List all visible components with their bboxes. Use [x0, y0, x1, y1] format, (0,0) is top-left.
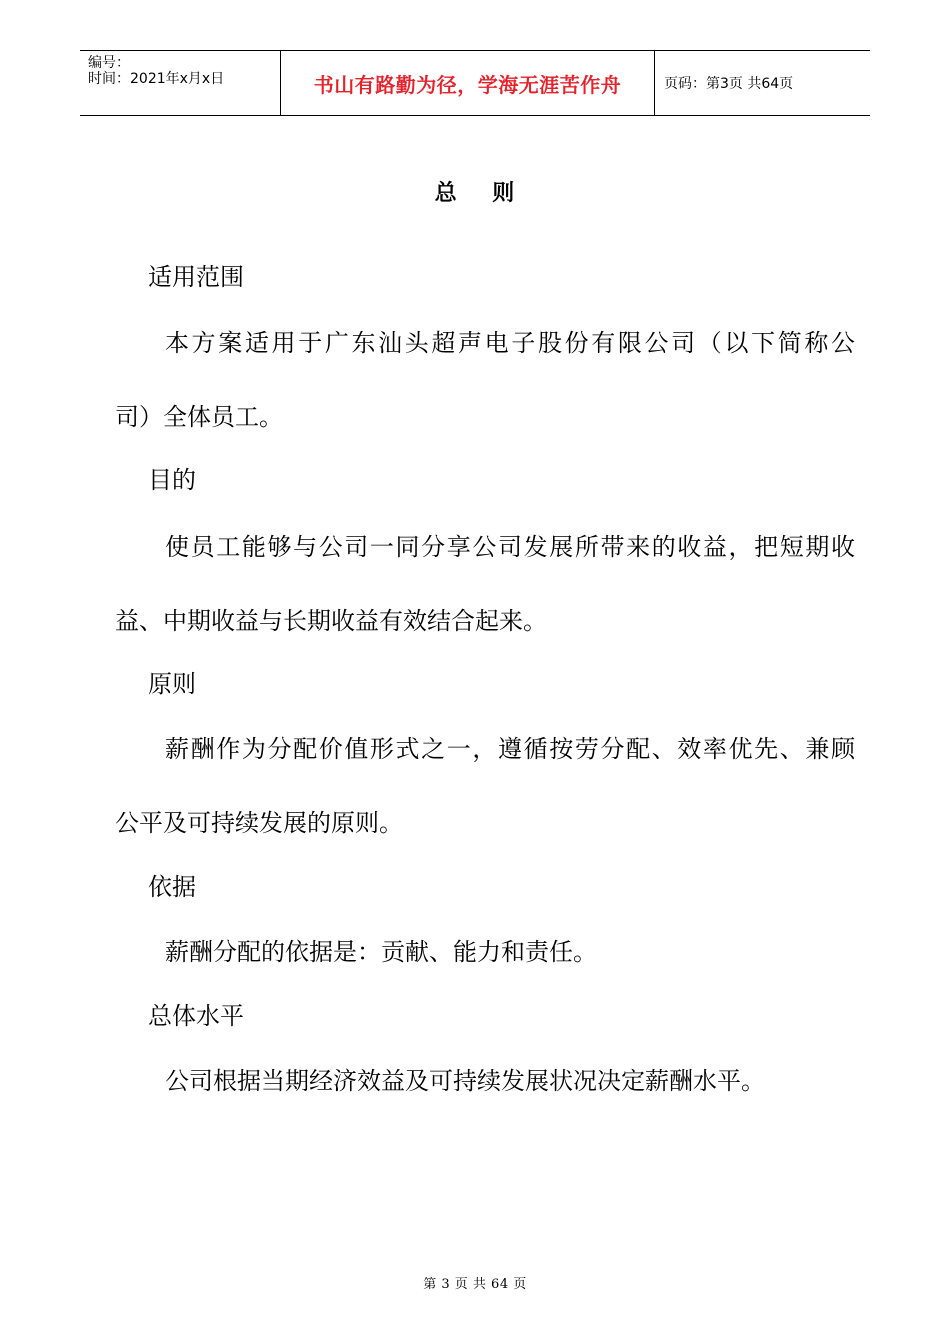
- page-footer: 第 3 页 共 64 页: [423, 1277, 527, 1292]
- paragraph-principle-line-2: 公平及可持续发展的原则。: [115, 809, 403, 837]
- section-heading-scope: 适用范围: [148, 263, 244, 291]
- section-heading-basis: 依据: [148, 873, 196, 901]
- paragraph-purpose-line-2: 益、中期收益与长期收益有效结合起来。: [115, 607, 547, 635]
- paragraph-basis-line-1: 薪酬分配的依据是：贡献、能力和责任。: [165, 938, 597, 966]
- section-heading-purpose: 目的: [148, 466, 196, 494]
- paragraph-purpose-line-1: 使员工能够与公司一同分享公司发展所带来的收益，把短期收: [165, 533, 857, 561]
- section-heading-principle: 原则: [148, 670, 196, 698]
- paragraph-scope-line-2: 司）全体员工。: [115, 403, 283, 431]
- paragraph-scope-line-1: 本方案适用于广东汕头超声电子股份有限公司（以下简称公: [165, 329, 858, 357]
- header-motto-cell: [281, 51, 655, 115]
- section-heading-level: 总体水平: [148, 1002, 244, 1030]
- header-motto: 书山有路勤为径，学海无涯苦作舟: [313, 72, 622, 97]
- page-title: 总 则: [434, 181, 516, 206]
- document-number-label: 编号：: [88, 55, 130, 71]
- paragraph-level-line-1: 公司根据当期经济效益及可持续发展状况决定薪酬水平。: [165, 1067, 765, 1095]
- header-meta-cell: [80, 51, 281, 115]
- header-page-cell: [655, 51, 870, 115]
- header-page-info: 页码：第3页 共64页: [664, 76, 794, 92]
- document-time-label: 时间：2021年x月x日: [88, 71, 225, 87]
- paragraph-principle-line-1: 薪酬作为分配价值形式之一，遵循按劳分配、效率优先、兼顾: [165, 735, 857, 763]
- document-header: [80, 50, 870, 116]
